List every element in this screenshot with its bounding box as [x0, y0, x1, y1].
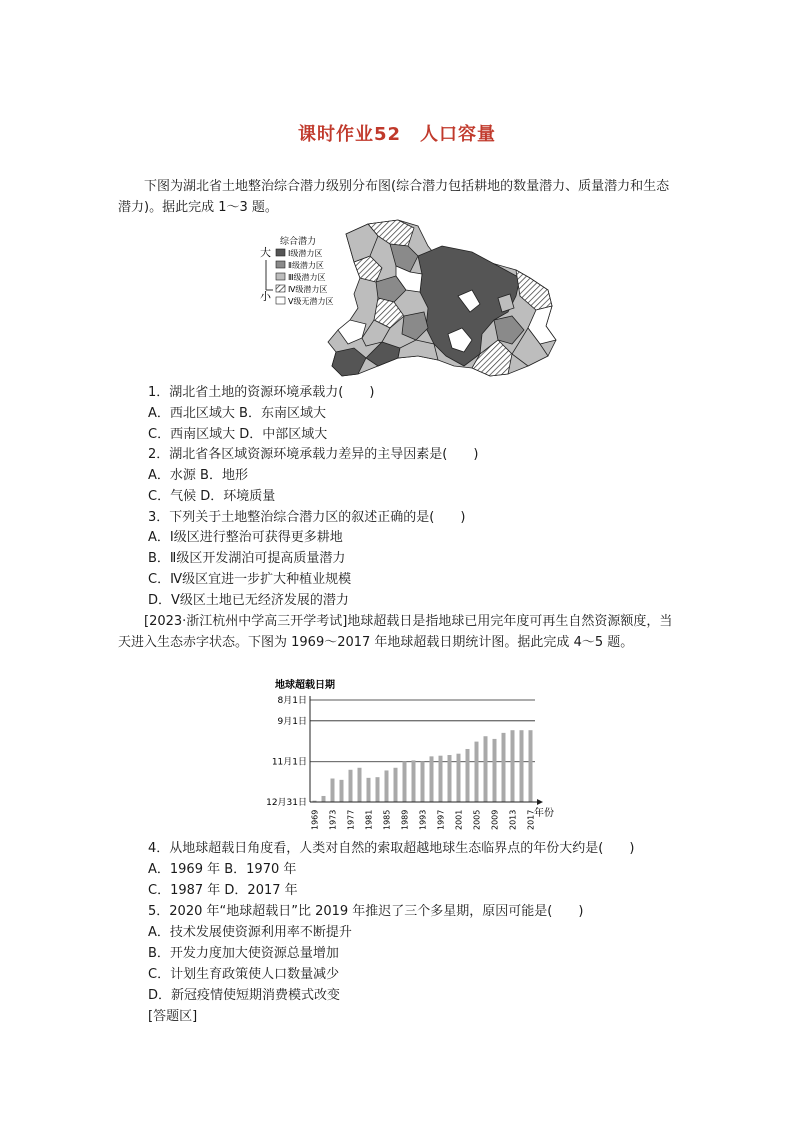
legend-swatch-level4: [276, 285, 285, 292]
legend-swatch-level3: [276, 273, 285, 280]
y-tick-label: 11月1日: [271, 757, 307, 768]
x-tick-label: 1989: [400, 809, 410, 830]
legend-swatch-level1: [276, 249, 285, 256]
bar-1977: [349, 770, 353, 802]
bar-1987: [394, 768, 398, 802]
legend-title: 综合潜力: [280, 237, 317, 247]
chart-y-tick-labels: [266, 695, 307, 808]
x-axis-label: 年份: [534, 808, 554, 819]
legend-swatch-level5: [276, 297, 285, 304]
x-tick-label: 2009: [490, 809, 500, 830]
x-tick-label: 2017: [526, 809, 536, 830]
chart-title: 地球超载日期: [275, 680, 335, 691]
bar-1989: [403, 762, 407, 802]
question-3-option-d: D．Ⅴ级区土地已无经济发展的潜力: [148, 593, 349, 608]
bar-1975: [340, 780, 344, 802]
chart-x-tick-labels: [311, 810, 536, 830]
x-axis-arrow: [537, 799, 543, 805]
overshoot-day-chart: [255, 676, 565, 834]
question-3-option-b: B．Ⅱ级区开发湖泊可提高质量潜力: [148, 551, 346, 566]
question-4-stem: 4．从地球超载日角度看，人类对自然的索取超越地球生态临界点的年份大约是( ): [148, 841, 635, 856]
question-5-option-b: B．开发力度加大使资源总量增加: [148, 946, 339, 961]
question-1-options-cd: C．西南区域大 D．中部区域大: [148, 427, 328, 442]
bar-1995: [430, 756, 434, 802]
bar-1985: [385, 770, 389, 802]
legend-label-level3: Ⅲ级潜力区: [288, 273, 326, 282]
legend-label-level1: Ⅰ级潜力区: [288, 249, 323, 258]
y-tick-label: 12月31日: [266, 798, 307, 808]
question-1-stem: 1．湖北省土地的资源环境承载力( ): [148, 385, 375, 400]
bar-2003: [466, 749, 470, 802]
question-3-option-a: A．Ⅰ级区进行整治可获得更多耕地: [148, 530, 343, 545]
question-4-options-ab: A．1969 年 B．1970 年: [148, 862, 297, 877]
x-tick-label: 1977: [346, 809, 356, 830]
x-tick-label: 2013: [508, 809, 518, 830]
legend-label-level2: Ⅱ级潜力区: [288, 261, 324, 270]
map-regions: [328, 220, 556, 376]
question-2-options-ab: A．水源 B．地形: [148, 468, 248, 483]
legend-items: [276, 248, 333, 306]
hubei-potential-map: [258, 216, 560, 378]
x-tick-label: 1997: [436, 809, 446, 830]
x-tick-label: 1985: [382, 809, 392, 830]
bar-2005: [475, 742, 479, 802]
chart-bars: [313, 730, 533, 802]
legend-swatch-level2: [276, 261, 285, 268]
bar-1979: [358, 768, 362, 802]
bar-1973: [331, 779, 335, 802]
x-tick-label: 2001: [454, 809, 464, 830]
legend-small-label: 小: [260, 290, 271, 303]
x-tick-label: 2005: [472, 809, 482, 830]
bar-2001: [457, 754, 461, 802]
legend-label-level5: Ⅴ级无潜力区: [288, 297, 334, 306]
bar-2011: [502, 733, 506, 802]
question-3-option-c: C．Ⅳ级区宜进一步扩大种植业规模: [148, 572, 352, 587]
question-5-stem: 5．2020 年“地球超载日”比 2019 年推迟了三个多星期，原因可能是( ): [148, 904, 584, 919]
x-tick-label: 1981: [364, 809, 374, 830]
question-4-options-cd: C．1987 年 D．2017 年: [148, 883, 298, 898]
bar-1999: [448, 755, 452, 802]
bar-1981: [367, 778, 371, 802]
question-2-stem: 2．湖北省各区域资源环境承载力差异的主导因素是( ): [148, 447, 479, 462]
bar-2017: [529, 730, 533, 802]
bar-1971: [322, 796, 326, 802]
bar-1983: [376, 777, 380, 802]
question-2-options-cd: C．气候 D．环境质量: [148, 489, 276, 504]
y-tick-label: 9月1日: [277, 716, 307, 727]
page-title: 课时作业52 人口容量: [297, 124, 497, 145]
question-5-option-d: D．新冠疫情使短期消费模式改变: [148, 988, 341, 1003]
answer-area-label: [答题区]: [148, 1009, 198, 1024]
bar-1997: [439, 756, 443, 802]
intro-paragraph-1: 下图为湖北省土地整治综合潜力级别分布图(综合潜力包括耕地的数量潜力、质量潜力和生态潜力)。据此完成 1～3 题。: [118, 179, 670, 215]
bar-2015: [520, 730, 524, 802]
x-tick-label: 1973: [328, 809, 338, 830]
y-tick-label: 8月1日: [277, 696, 307, 706]
question-1-options-ab: A．西北区域大 B．东南区域大: [148, 406, 326, 421]
legend-label-level4: Ⅳ级潜力区: [288, 285, 328, 294]
question-3-stem: 3．下列关于土地整治综合潜力区的叙述正确的是( ): [148, 510, 466, 525]
bar-2007: [484, 736, 488, 802]
x-tick-label: 1969: [310, 809, 320, 830]
bar-1993: [421, 762, 425, 802]
chart-gridlines: [310, 700, 535, 762]
x-tick-label: 1993: [418, 809, 428, 830]
bar-2013: [511, 730, 515, 802]
bar-2009: [493, 739, 497, 802]
question-5-option-c: C．计划生育政策使人口数量减少: [148, 967, 340, 982]
intro-paragraph-2: [2023·浙江杭州中学高三开学考试]地球超载日是指地球已用完年度可再生自然资源额度，当天进入生态赤字状态。下图为 1969～2017 年地球超载日期统计图。据此完成 4～5 题。: [118, 614, 673, 650]
bar-1991: [412, 760, 416, 802]
question-5-option-a: A．技术发展使资源利用率不断提升: [148, 925, 352, 940]
legend-big-label: 大: [260, 246, 271, 259]
